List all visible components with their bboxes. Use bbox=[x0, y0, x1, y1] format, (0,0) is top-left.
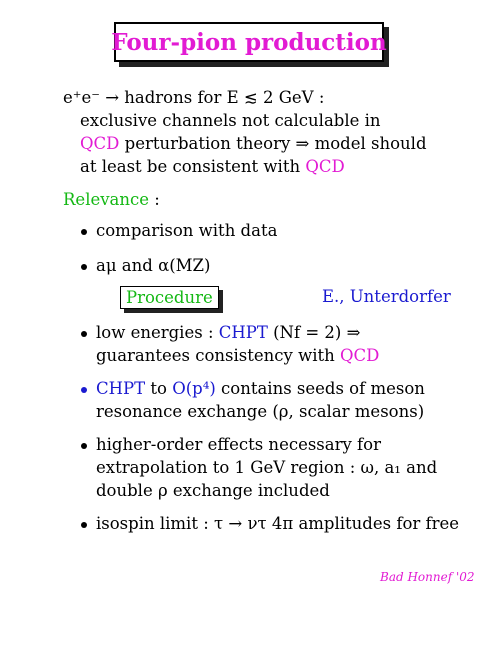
bullet-dot bbox=[81, 387, 87, 393]
qcd-term: QCD bbox=[80, 134, 120, 153]
bullet-dot bbox=[81, 229, 87, 235]
order-term: O(p⁴) bbox=[172, 379, 216, 398]
bullet-1-line-2-text: guarantees consistency with bbox=[96, 346, 340, 365]
bullet-4-line-1: isospin limit : τ → ντ 4π amplitudes for free bbox=[96, 514, 460, 533]
intro-line-2: exclusive channels not calculable in bbox=[80, 111, 381, 130]
chpt-term: CHPT bbox=[218, 323, 268, 342]
intro-line-4 bbox=[80, 156, 345, 178]
chpt-term: CHPT bbox=[96, 379, 146, 398]
bullet-dot bbox=[81, 443, 87, 449]
bullet-1-line-1 bbox=[96, 322, 360, 344]
relevance-heading bbox=[63, 189, 160, 211]
bullet-dot bbox=[81, 331, 87, 337]
qcd-term: QCD bbox=[340, 346, 380, 365]
bullet-2-line-1 bbox=[96, 378, 425, 400]
intro-line-1 bbox=[63, 87, 324, 109]
intro-line-3 bbox=[80, 133, 427, 155]
bullet-2-text-b: contains seeds of meson bbox=[215, 379, 425, 398]
relevance-colon: : bbox=[149, 190, 160, 209]
bullet-1-text-b: (Nf = 2) ⇒ bbox=[267, 323, 361, 342]
procedure-authors: E., Unterdorfer bbox=[322, 287, 451, 306]
bullet-3-line-3: double ρ exchange included bbox=[96, 481, 330, 500]
relevance-label: Relevance bbox=[63, 190, 150, 209]
relevance-item-1: comparison with data bbox=[96, 221, 278, 240]
bullet-3-line-1: higher-order effects necessary for bbox=[96, 435, 381, 454]
intro-line-3-rest: perturbation theory ⇒ model should bbox=[119, 134, 427, 153]
qcd-term: QCD bbox=[305, 157, 345, 176]
bullet-3-line-2: extrapolation to 1 GeV region : ω, a₁ and bbox=[96, 458, 438, 477]
footer-note: Bad Honnef '02 bbox=[380, 570, 475, 584]
bullet-2-text-a: to bbox=[145, 379, 173, 398]
procedure-box: Procedure bbox=[120, 286, 219, 309]
relevance-item-2: aμ and α(MZ) bbox=[96, 256, 211, 275]
bullet-1-line-2 bbox=[96, 345, 379, 367]
bullet-2-line-2: resonance exchange (ρ, scalar mesons) bbox=[96, 402, 425, 421]
bullet-dot bbox=[81, 522, 87, 528]
bullet-dot bbox=[81, 264, 87, 270]
slide-title: Four-pion production bbox=[114, 22, 384, 62]
intro-line-1-text: e⁺e⁻ → hadrons for E ≲ 2 GeV : bbox=[63, 88, 325, 107]
intro-line-4-start: at least be consistent with bbox=[80, 157, 306, 176]
bullet-1-text-a: low energies : bbox=[96, 323, 219, 342]
